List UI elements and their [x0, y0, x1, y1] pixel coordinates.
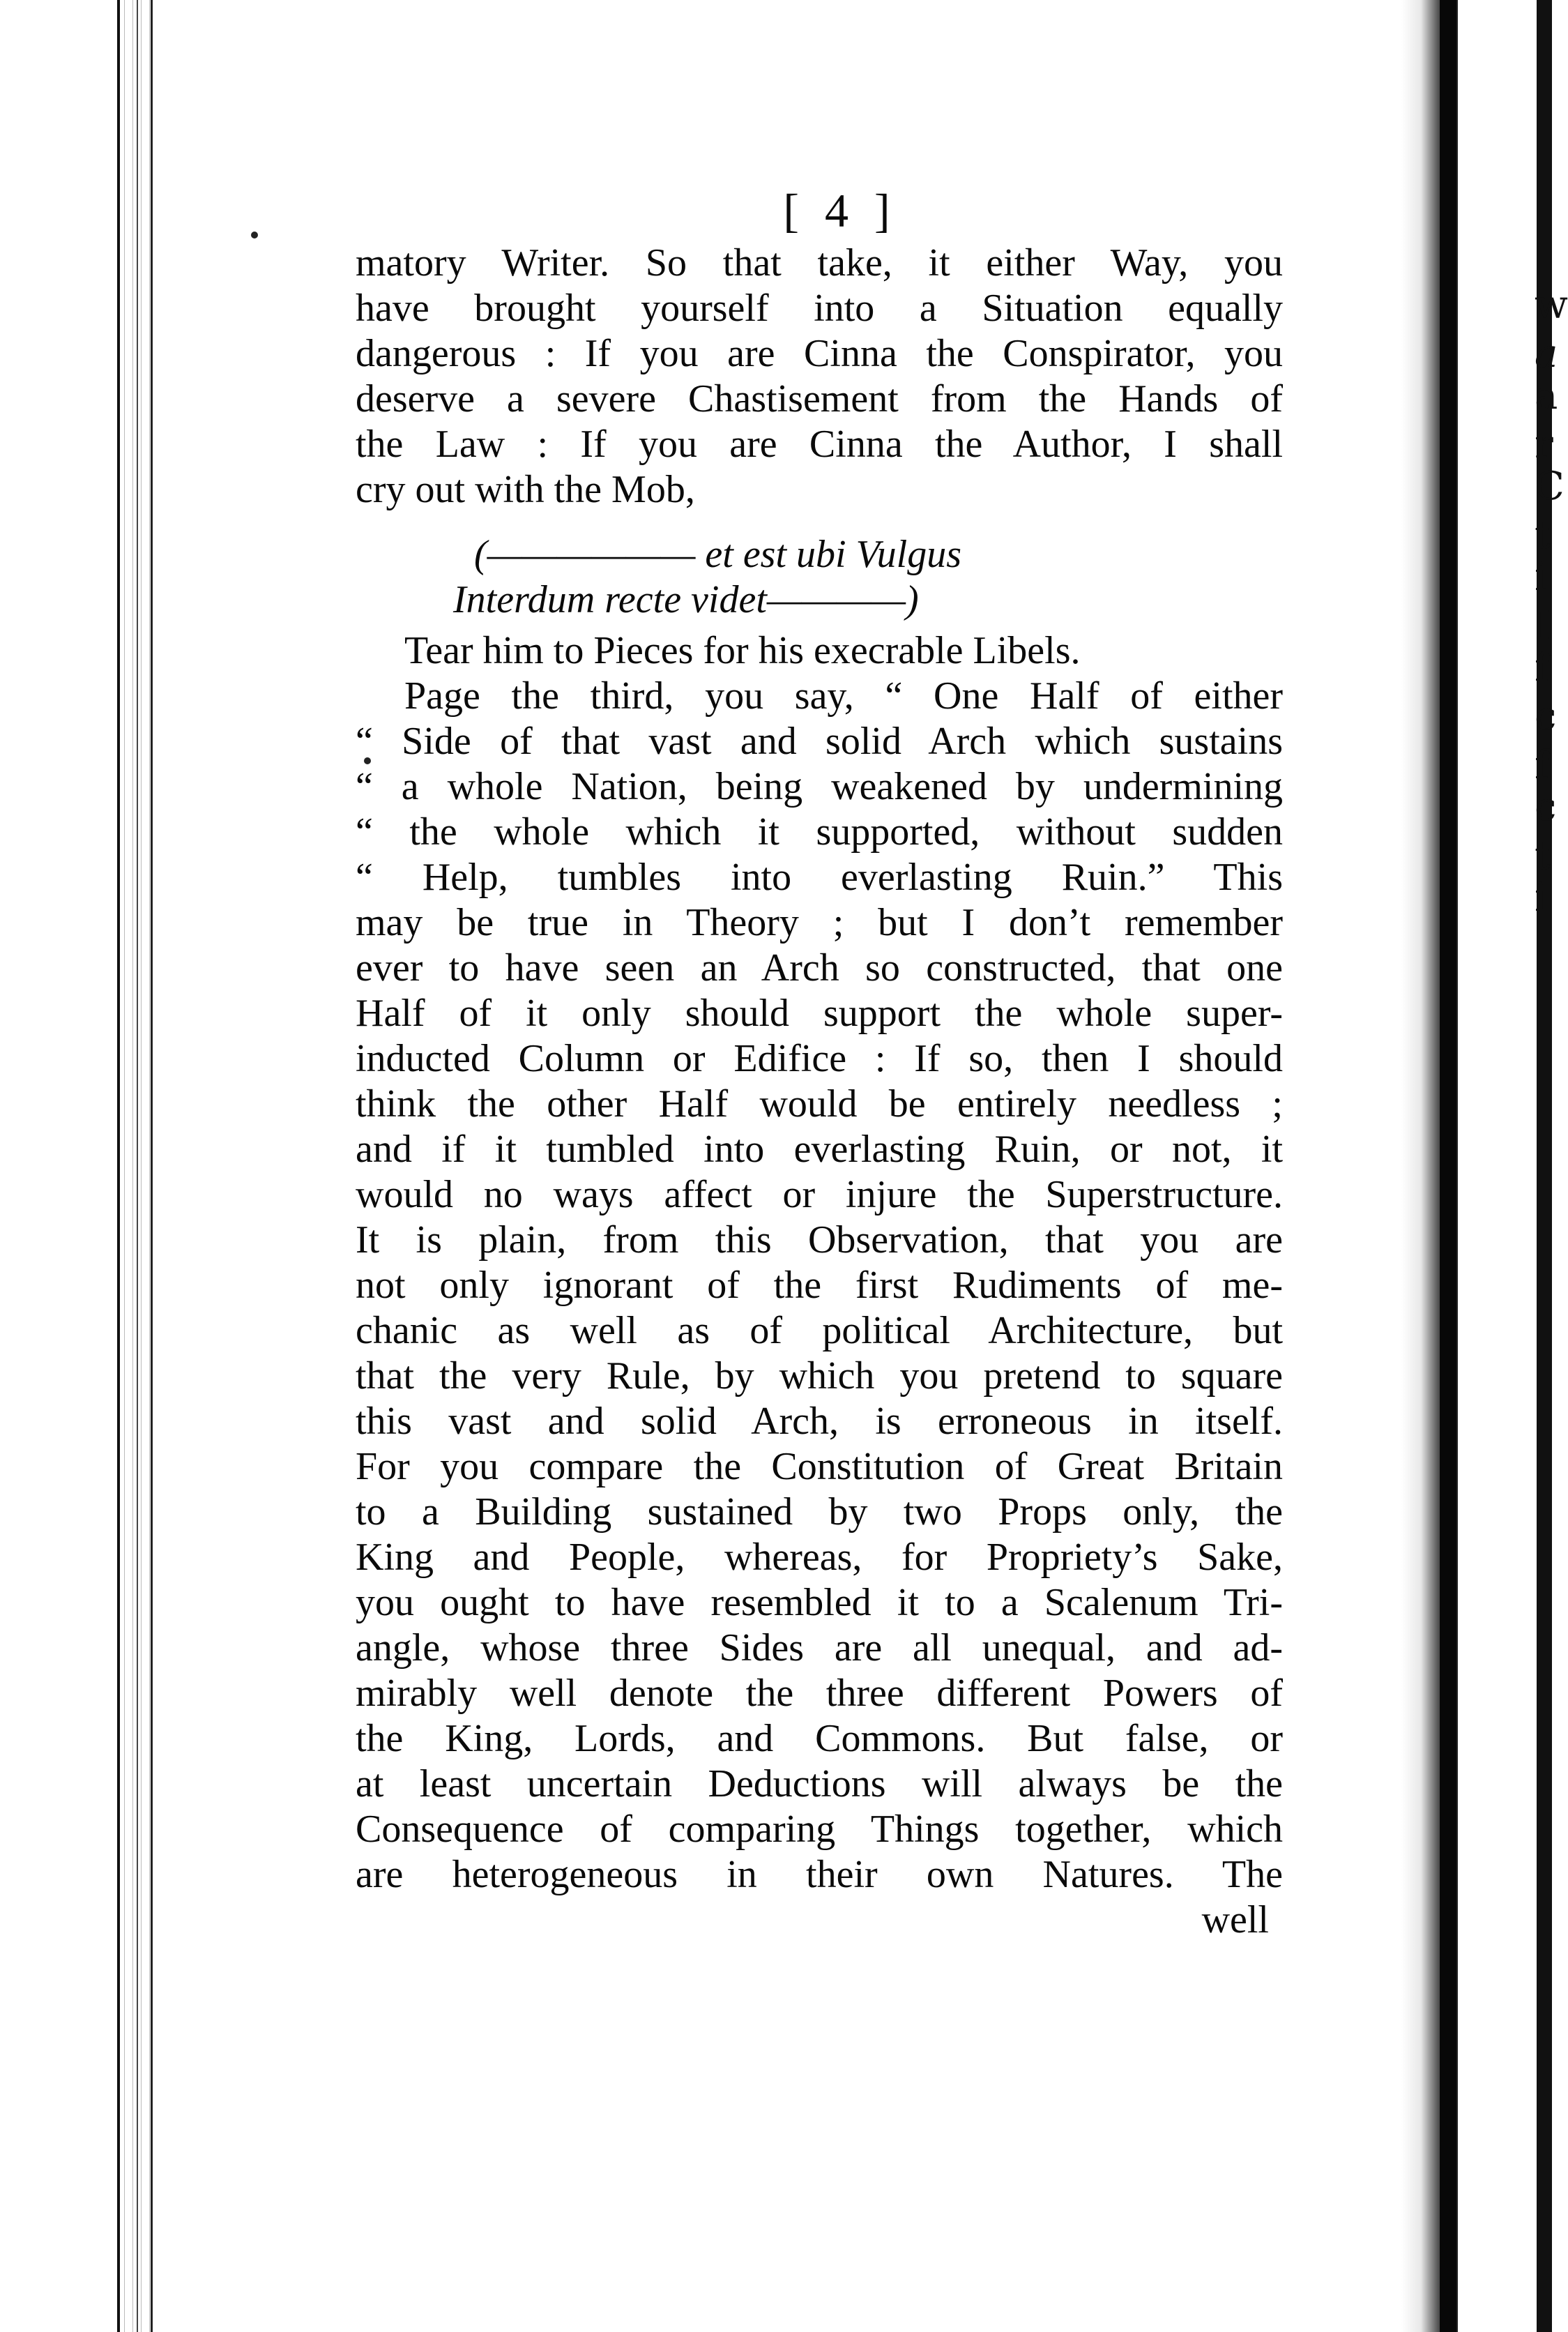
text-line: you ought to have resembled it to a Scalenum Tri- — [356, 1581, 1283, 1624]
text-line: chanic as well as of political Architecture, but — [356, 1309, 1283, 1352]
text-line: Consequence of comparing Things together, which — [356, 1808, 1283, 1851]
text-line: mirably well denote the three different Powers of — [356, 1672, 1283, 1715]
facing-page-fragment: i — [1535, 875, 1547, 921]
speck-mark — [251, 232, 258, 238]
gutter-shadow — [1440, 0, 1456, 2332]
text-line: angle, whose three Sides are all unequal, and ad- — [356, 1626, 1283, 1669]
text-line: may be true in Theory ; but I don’t remember — [356, 901, 1283, 944]
left-page-edge — [117, 0, 153, 2332]
verse-line: (—————— et est ubi Vulgus — [474, 533, 961, 576]
facing-page-edge — [1456, 0, 1568, 2332]
text-line: deserve a severe Chastisement from the Hands of — [356, 377, 1283, 421]
text-line: at least uncertain Deductions will always be the — [356, 1762, 1283, 1805]
facing-page-fragment: c — [1535, 785, 1557, 830]
facing-page-fragment: i — [1535, 554, 1547, 600]
facing-page-fragment: t — [1535, 833, 1551, 879]
text-line: have brought yourself into a Situation equally — [356, 287, 1283, 330]
text-line: not only ignorant of the first Rudiments of me- — [356, 1264, 1283, 1307]
facing-page-fragment: f — [1535, 645, 1549, 690]
text-line: Half of it only should support the whole super- — [356, 992, 1283, 1035]
page-number: [ 4 ] — [783, 184, 897, 237]
text-line: cry out with the Mob, — [356, 468, 695, 511]
text-line: “ the whole which it supported, without sudden — [356, 810, 1283, 854]
text-line: dangerous : If you are Cinna the Conspirator, you — [356, 332, 1283, 375]
text-line: “ a whole Nation, being weakened by undermining — [356, 765, 1283, 808]
opening-paragraph — [356, 241, 1283, 513]
facing-page-fragment: a — [1535, 331, 1558, 377]
text-line: Page the third, you say, “ One Half of either — [404, 674, 1283, 718]
text-line: It is plain, from this Observation, that you are — [356, 1218, 1283, 1262]
text-line: inducted Column or Edifice : If so, then I should — [356, 1037, 1283, 1080]
text-line: the King, Lords, and Commons. But false, or — [356, 1717, 1283, 1760]
facing-page-fragment: f — [1535, 743, 1549, 788]
text-line: matory Writer. So that take, it either Way, you — [356, 241, 1283, 285]
text-line: King and People, whereas, for Propriety’s Sake, — [356, 1536, 1283, 1579]
left-page-edge-line — [137, 0, 145, 2332]
text-line: For you compare the Constitution of Great Britain — [356, 1445, 1283, 1488]
text-line: this vast and solid Arch, is erroneous in itself. — [356, 1400, 1283, 1443]
facing-page-fragment: a — [1535, 373, 1558, 418]
main-paragraph — [356, 674, 1283, 1898]
text-line: think the other Half would be entirely needless ; — [356, 1082, 1283, 1126]
facing-page-fragment: I — [1535, 603, 1551, 649]
text-line: the Law : If you are Cinna the Author, I shall — [356, 423, 1283, 466]
latin-quotation — [356, 532, 1283, 623]
text-line: are heterogeneous in their own Natures. The — [356, 1853, 1283, 1896]
text-line: would no ways affect or injure the Superstructure. — [356, 1173, 1283, 1216]
text-line: to a Building sustained by two Props only, the — [356, 1490, 1283, 1534]
text-line: that the very Rule, by which you pretend to square — [356, 1354, 1283, 1398]
facing-page-fragment: t — [1535, 513, 1551, 558]
verse-line: Interdum recte videt————) — [453, 578, 919, 621]
paragraph-line: Tear him to Pieces for his execrable Libels. — [404, 629, 1081, 672]
facing-page-fragment: c — [1535, 694, 1557, 739]
facing-page-fragment: w — [1535, 282, 1568, 328]
page-body — [356, 184, 1283, 1943]
text-line: and if it tumbled into everlasting Ruin, or not, it — [356, 1128, 1283, 1171]
catchword: well — [1201, 1898, 1269, 1941]
facing-page-fragment: r — [1535, 422, 1553, 467]
text-line: ever to have seen an Arch so constructed, that one — [356, 946, 1283, 990]
facing-page-fragment: C — [1535, 464, 1565, 509]
text-line: “ Help, tumbles into everlasting Ruin.” This — [356, 856, 1283, 899]
text-line: “ Side of that vast and solid Arch which sustains — [356, 720, 1283, 763]
